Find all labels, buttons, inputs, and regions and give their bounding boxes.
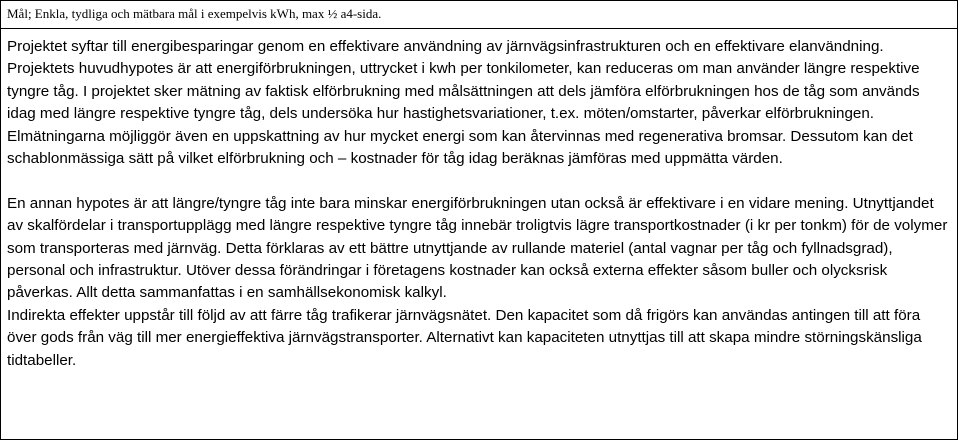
paragraph-indirect-effects: Indirekta effekter uppstår till följd av att färre tåg trafikerar järnvägsnätet. Den kapacitet som då frigörs kan användas antingen till att föra över gods från väg till mer energieffektiva järnvägstransporter. Alternativt kan kapaciteten utnyttjas till att skapa mindre störningskänsliga tidtabeller.: [7, 306, 922, 369]
form-header-label: Mål; Enkla, tydliga och mätbara mål i exempelvis kWh, max ½ a4-sida.: [7, 6, 382, 21]
paragraph-spacer: [7, 170, 951, 192]
paragraph-second-hypothesis: En annan hypotes är att längre/tyngre tåg inte bara minskar energiförbrukningen utan också är effektivare i en vidare mening. Utnyttjandet av skalfördelar i transportupplägg med längre respektive tyngre tåg innebär troligtvis lägre transportkostnader (i kr per tonkm) för de volymer som transporteras med järnväg. Detta förklaras av ett bättre utnyttjande av rullande materiel (antal vagnar per tåg och fyllnadsgrad), personal och infrastruktur. Utöver dessa förändringar i företagens kostnader kan också externa effekter såsom buller och olycksrisk påverkas. Allt detta sammanfattas i en samhällsekonomisk kalkyl.: [7, 194, 948, 302]
form-body-cell: [0, 28, 958, 440]
paragraph-project-purpose: Projektet syftar till energibesparingar genom en effektivare användning av järnvägsinfrastrukturen och en effektivare elanvändning. Projektets huvudhypotes är att energiförbrukningen, uttrycket i kwh per tonkilometer, kan reduceras om man använder längre respektive tyngre tåg. I projektet sker mätning av faktisk elförbrukning med målsättningen att dels jämföra elförbrukningen hos de tåg som används idag med längre respektive tyngre tåg, dels undersöka hur hastighetsvariationer, t.ex. möten/omstarter, påverkar elförbrukningen. Elmätningarna möjliggör även en uppskattning av hur mycket energi som kan återvinnas med regenerativa bromsar. Dessutom kan det schablonmässiga sätt på vilket elförbrukning och – kostnader för tåg idag beräknas jämföras med uppmätta värden.: [7, 38, 920, 168]
form-header-cell: [0, 0, 958, 28]
body-text-block: [7, 36, 951, 372]
